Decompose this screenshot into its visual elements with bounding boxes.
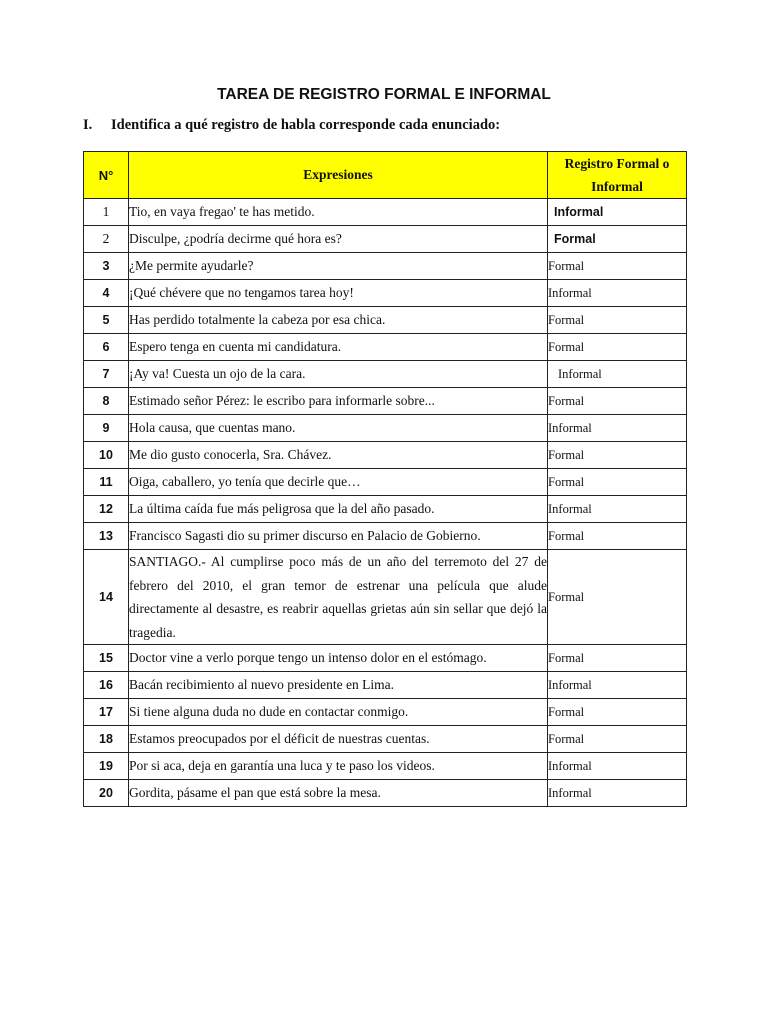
table-header-row: [84, 152, 687, 199]
table-row: [84, 523, 687, 550]
row-expression: Tio, en vaya fregao' te has metido.: [129, 199, 548, 226]
row-register: Formal: [548, 550, 687, 645]
row-register: Informal: [548, 361, 687, 388]
row-number: 6: [84, 334, 129, 361]
row-number: 17: [84, 699, 129, 726]
table-row: [84, 253, 687, 280]
row-expression: Hola causa, que cuentas mano.: [129, 415, 548, 442]
row-number: 20: [84, 780, 129, 807]
row-expression: Estimado señor Pérez: le escribo para informarle sobre...: [129, 388, 548, 415]
row-register: Informal: [548, 199, 687, 226]
instruction: [83, 117, 500, 134]
header-register: Registro Formal o Informal: [548, 152, 687, 199]
row-expression: Me dio gusto conocerla, Sra. Chávez.: [129, 442, 548, 469]
row-expression: Doctor vine a verlo porque tengo un intenso dolor en el estómago.: [129, 645, 548, 672]
row-number: 18: [84, 726, 129, 753]
row-register: Informal: [548, 496, 687, 523]
row-number: 2: [84, 226, 129, 253]
row-number: 5: [84, 307, 129, 334]
header-number: N°: [84, 152, 129, 199]
table-body: [84, 199, 687, 807]
row-register: Informal: [548, 672, 687, 699]
table-row: [84, 415, 687, 442]
table-row: [84, 334, 687, 361]
row-number: 19: [84, 753, 129, 780]
row-number: 14: [84, 550, 129, 645]
row-number: 15: [84, 645, 129, 672]
table-row: [84, 469, 687, 496]
table-row: [84, 780, 687, 807]
row-register: Formal: [548, 307, 687, 334]
table-row: [84, 726, 687, 753]
row-register: Formal: [548, 253, 687, 280]
table-row: [84, 199, 687, 226]
row-expression: Francisco Sagasti dio su primer discurso en Palacio de Gobierno.: [129, 523, 548, 550]
row-number: 1: [84, 199, 129, 226]
table-row: [84, 361, 687, 388]
row-number: 8: [84, 388, 129, 415]
table-row: [84, 280, 687, 307]
row-expression: ¡Ay va! Cuesta un ojo de la cara.: [129, 361, 548, 388]
row-number: 11: [84, 469, 129, 496]
row-register: Formal: [548, 523, 687, 550]
table-row: [84, 226, 687, 253]
instruction-number: I.: [83, 117, 93, 133]
table-row: [84, 699, 687, 726]
header-expressions: Expresiones: [129, 152, 548, 199]
row-expression: Disculpe, ¿podría decirme qué hora es?: [129, 226, 548, 253]
table-row: [84, 645, 687, 672]
table-row: [84, 442, 687, 469]
table-row: [84, 388, 687, 415]
row-register: Formal: [548, 726, 687, 753]
row-expression: Has perdido totalmente la cabeza por esa chica.: [129, 307, 548, 334]
row-number: 16: [84, 672, 129, 699]
row-expression: Estamos preocupados por el déficit de nuestras cuentas.: [129, 726, 548, 753]
table-row: [84, 496, 687, 523]
row-register: Formal: [548, 334, 687, 361]
row-expression: Gordita, pásame el pan que está sobre la mesa.: [129, 780, 548, 807]
row-expression: SANTIAGO.- Al cumplirse poco más de un año del terremoto del 27 de febrero del 2010, el gran temor de estrenar una película que alude directamente al desastre, es reabrir aquellas grietas aún sin sellar que dejó la tragedia.: [129, 550, 548, 645]
table-row: [84, 753, 687, 780]
table-row: [84, 307, 687, 334]
row-number: 12: [84, 496, 129, 523]
table-row: [84, 550, 687, 645]
row-expression: La última caída fue más peligrosa que la del año pasado.: [129, 496, 548, 523]
row-register: Informal: [548, 415, 687, 442]
page-title: TAREA DE REGISTRO FORMAL E INFORMAL: [217, 86, 551, 103]
row-register: Formal: [548, 645, 687, 672]
row-register: Formal: [548, 226, 687, 253]
row-number: 7: [84, 361, 129, 388]
row-register: Formal: [548, 442, 687, 469]
row-register: Formal: [548, 699, 687, 726]
row-register: Informal: [548, 780, 687, 807]
row-number: 4: [84, 280, 129, 307]
register-table: [83, 151, 687, 807]
row-expression: Por si aca, deja en garantía una luca y te paso los videos.: [129, 753, 548, 780]
row-register: Informal: [548, 280, 687, 307]
row-number: 13: [84, 523, 129, 550]
row-register: Formal: [548, 469, 687, 496]
row-number: 10: [84, 442, 129, 469]
instruction-text: Identifica a qué registro de habla corresponde cada enunciado:: [111, 117, 501, 133]
row-register: Formal: [548, 388, 687, 415]
row-number: 9: [84, 415, 129, 442]
row-register: Informal: [548, 753, 687, 780]
row-expression: Oiga, caballero, yo tenía que decirle que…: [129, 469, 548, 496]
row-expression: Si tiene alguna duda no dude en contactar conmigo.: [129, 699, 548, 726]
table-row: [84, 672, 687, 699]
row-expression: ¿Me permite ayudarle?: [129, 253, 548, 280]
row-expression: Bacán recibimiento al nuevo presidente en Lima.: [129, 672, 548, 699]
row-number: 3: [84, 253, 129, 280]
row-expression: ¡Qué chévere que no tengamos tarea hoy!: [129, 280, 548, 307]
row-expression: Espero tenga en cuenta mi candidatura.: [129, 334, 548, 361]
